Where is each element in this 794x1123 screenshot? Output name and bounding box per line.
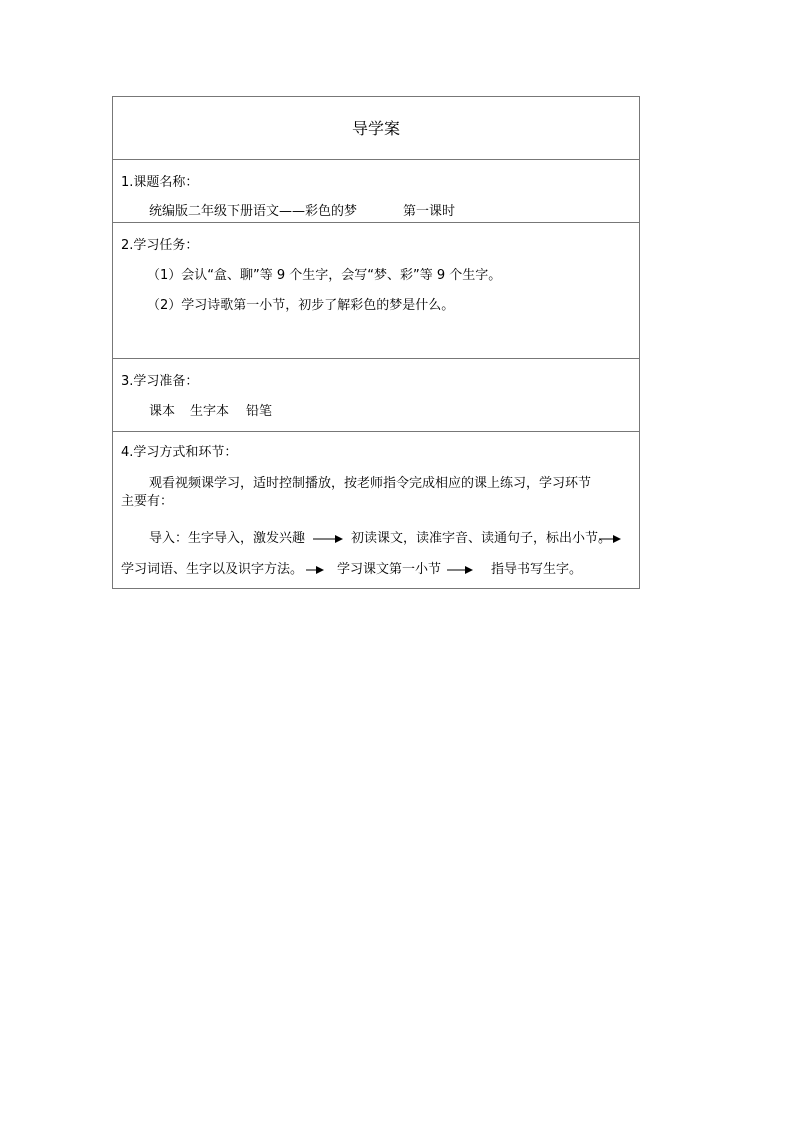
section-learning-method xyxy=(113,432,639,588)
method-paragraph-line: 观看视频课学习，适时控制播放，按老师指令完成相应的课上练习，学习环节 xyxy=(149,476,592,491)
flow-arrow-icon xyxy=(306,565,324,575)
task-item: （1）会认“盒、聊”等 9 个生字，会写“梦、彩”等 9 个生字。 xyxy=(147,268,502,283)
step-writing-guidance: 指导书写生字。 xyxy=(491,562,583,577)
method-paragraph-line: 主要有： xyxy=(121,494,174,509)
document-title: 导学案 xyxy=(351,119,400,138)
material-item: 课本 xyxy=(149,404,176,419)
flow-arrow-icon xyxy=(599,534,621,544)
flow-arrow-icon xyxy=(447,565,473,575)
flow-arrow-icon xyxy=(313,534,343,544)
step-vocabulary: 学习词语、生字以及识字方法。 xyxy=(121,562,304,577)
step-intro: 导入：生字导入，激发兴趣 xyxy=(149,531,306,546)
section-3-heading: 3.学习准备： xyxy=(121,374,199,389)
title-row xyxy=(113,97,639,160)
section-2-heading: 2.学习任务： xyxy=(121,238,199,253)
task-item: （2）学习诗歌第一小节，初步了解彩色的梦是什么。 xyxy=(147,298,455,313)
step-first-stanza: 学习课文第一小节 xyxy=(337,562,442,577)
section-course-name xyxy=(113,160,639,223)
lesson-period: 第一课时 xyxy=(403,204,456,219)
step-first-reading: 初读课文，读准字音、读通句子，标出小节。 xyxy=(351,531,612,546)
course-name: 统编版二年级下册语文——彩色的梦 xyxy=(149,204,358,219)
section-1-heading: 1.课题名称： xyxy=(121,175,199,190)
study-guide-table xyxy=(112,96,640,589)
section-preparation xyxy=(113,359,639,432)
material-item: 生字本 xyxy=(190,404,230,419)
section-learning-tasks xyxy=(113,223,639,359)
section-4-heading: 4.学习方式和环节： xyxy=(121,445,238,460)
material-item: 铅笔 xyxy=(246,404,273,419)
